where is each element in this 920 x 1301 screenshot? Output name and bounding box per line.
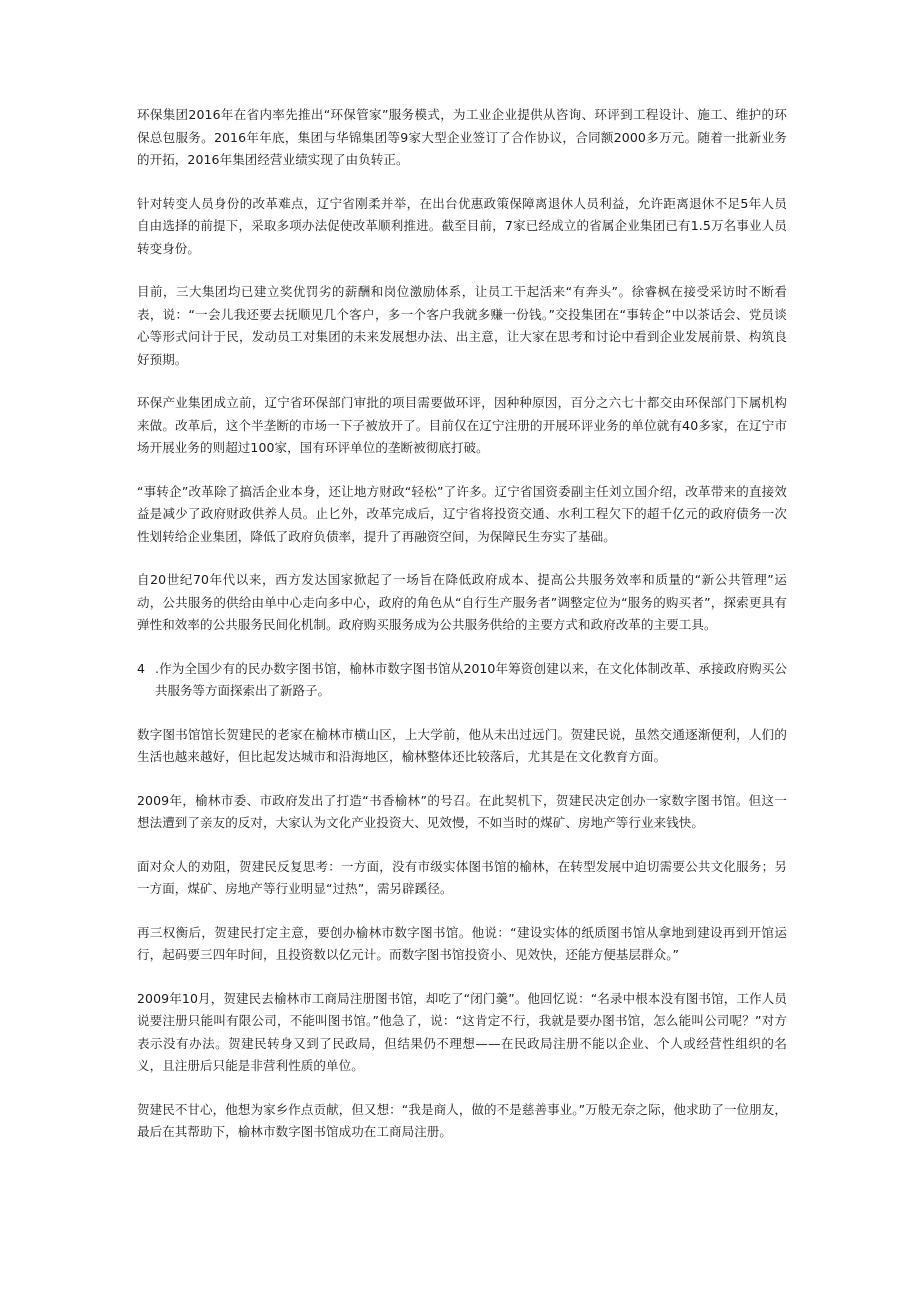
list-item-digital-library <box>137 658 787 703</box>
document-body <box>137 104 787 1165</box>
paragraph-book-city-initiative: 2009年，榆林市委、市政府发出了打造“书香榆林”的号召。在此契机下，贺建民决定创办一家数字图书馆。但这一想法遭到了亲友的反对，大家认为文化产业投资大、见效慢，不如当时的煤矿、房地产等行业来钱快。 <box>137 792 787 830</box>
paragraph-registration-success: 贺建民不甘心，他想为家乡作点贡献，但又想：“我是商人，做的不是慈善事业。”万般无奈之际，他求助了一位朋友，最后在其帮助下，榆林市数字图书馆成功在工商局注册。 <box>137 1101 787 1139</box>
paragraph-reflection: 面对众人的劝阻，贺建民反复思考：一方面，没有市级实体图书馆的榆林，在转型发展中迫切需要公共文化服务；另一方面，煤矿、房地产等行业明显“过热”，需另辟蹊径。 <box>137 858 787 896</box>
list-item-number: 4 <box>137 660 145 676</box>
paragraph-market-opening: 环保产业集团成立前，辽宁省环保部门审批的项目需要做环评，因种种原因，百分之六七十都交由环保部门下属机构来做。改革后，这个半垄断的市场一下子被放开了。目前仅在辽宁注册的开展环评业务的单位就有40多家，在辽宁市场开展业务的则超过100家，国有环评单位的垄断被彻底打破。 <box>137 395 787 455</box>
paragraph-library-director: 数字图书馆馆长贺建民的老家在榆林市横山区，上大学前，他从未出过远门。贺建民说，虽然交通逐渐便利，人们的生活也越来越好，但比起发达城市和沿海地区，榆林整体还比较落后，尤其是在文化教育方面。 <box>137 726 787 764</box>
paragraph-registration-attempt: 2009年10月，贺建民去榆林市工商局注册图书馆，却吃了“闭门羹”。他回忆说：“名录中根本没有图书馆，工作人员说要注册只能叫有限公司，不能叫图书馆。”他急了，说：“这肯定不行，我就是要办图书馆，怎么能叫公司呢？”对方表示没有办法。贺建民转身又到了民政局，但结果仍不理想——在民政局注册不能以企业、个人或经营性组织的名义，且注册后只能是非营利性质的单位。 <box>137 990 787 1073</box>
paragraph-fiscal-relief: “事转企”改革除了搞活企业本身，还让地方财政“轻松”了许多。辽宁省国资委副主任刘立国介绍，改革带来的直接效益是减少了政府财政供养人员。止匕外，改革完成后，辽宁省将投资交通、水利工程欠下的超千亿元的政府债务一次性划转给企业集团，降低了政府负债率，提升了再融资空间，为保障民生夯实了基础。 <box>137 483 787 544</box>
paragraph-decision: 再三权衡后，贺建民打定主意，要创办榆林市数字图书馆。他说：“建设实体的纸质图书馆从拿地到建设再到开馆运行，起码要三四年时间，且投资数以亿元计。而数字图书馆投资小、见效快，还能方便基层群众。” <box>137 924 787 962</box>
paragraph-environment-group: 环保集团2016年在省内率先推出“环保管家”服务模式，为工业企业提供从咨询、环评到工程设计、施工、维护的环保总包服务。2016年年底，集团与华锦集团等9家大型企业签订了合作协议，合同额2000多万元。随着一批新业务的开拓，2016年集团经营业绩实现了由负转正。 <box>137 107 787 167</box>
paragraph-staff-transition: 针对转变人员身份的改革难点，辽宁省刚柔并举，在出台优惠政策保障离退休人员利益，允许距离退休不足5年人员自由选择的前提下，采取多项办法促使改革顺利推进。截至目前，7家已经成立的省属企业集团已有1.5万名事业人员转变身份。 <box>137 195 787 256</box>
list-item-text: .作为全国少有的民办数字图书馆，榆林市数字图书馆从2010年筹资创建以来，在文化体制改革、承接政府购买公共服务等方面探索出了新路子。 <box>155 660 787 698</box>
paragraph-incentive-system: 目前，三大集团均已建立奖优罚劣的薪酬和岗位激励体系，让员工干起活来“有奔头”。徐睿枫在接受采访时不断看表，说：“一会儿我还要去抚顺见几个客户，多一个客户我就多赚一份钱。”交投集团在“事转企”中以茶话会、党员谈心等形式问计于民，发动员工对集团的未来发展想办法、出主意，让大家在思考和讨论中看到企业发展前景、构筑良好预期。 <box>137 284 787 367</box>
paragraph-new-public-management: 自20世纪70年代以来，西方发达国家掀起了一场旨在降低政府成本、提高公共服务效率和质量的“新公共管理”运动，公共服务的供给由单中心走向多中心，政府的角色从“自行生产服务者”调整定位为“服务的购买者”，探索更具有弹性和效率的公共服务民间化机制。政府购买服务成为公共服务供给的主要方式和政府改革的主要工具。 <box>137 572 787 632</box>
